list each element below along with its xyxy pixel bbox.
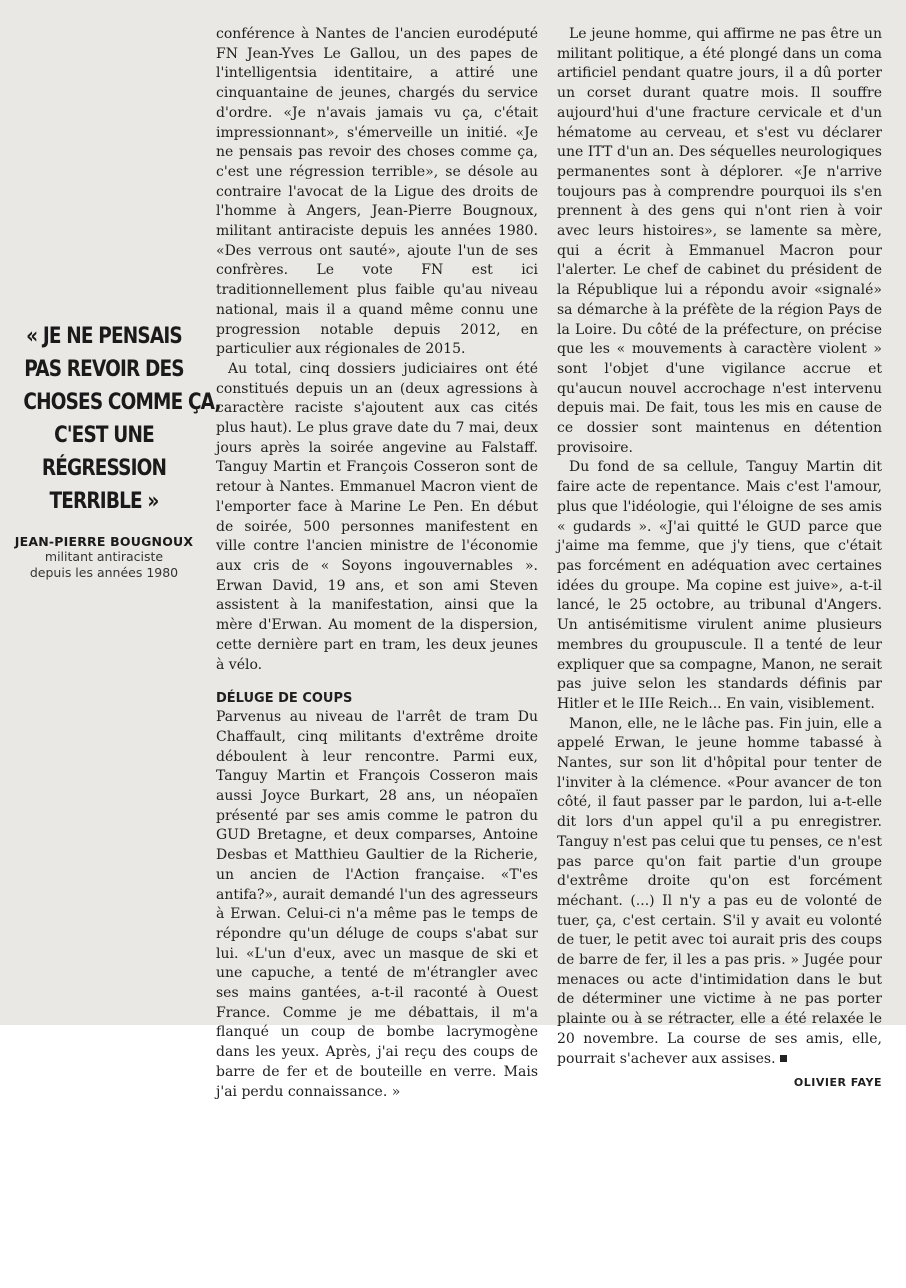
article-column-1 <box>216 25 538 1102</box>
pull-quote-line: « JE NE PENSAIS <box>26 324 182 349</box>
pull-quote-line: TERRIBLE » <box>49 489 159 514</box>
paragraph <box>557 715 882 1070</box>
pull-quote-box <box>8 320 221 581</box>
paragraph: Le jeune homme, qui affirme ne pas être un militant politique, a été plongé dans un coma artificiel pendant quatre jours, il a dû porter un corset durant quatre mois. Il souffre aujourd'hui d'une fracture cervicale et d'un hématome au cerveau, et s'est vu déclarer une ITT d'un an. Des séquelles neurologiques permanentes sont à déplorer. «Je n'arrive toujours pas à comprendre pourquoi ils s'en prennent à des gens qui n'ont rien à voir avec leurs histoires», se lamente sa mère, qui a écrit à Emmanuel Macron pour l'alerter. Le chef de cabinet du président de la République lui a répondu avoir «signalé» sa démarche à la préfète de la région Pays de la Loire. Du côté de la préfecture, on précise que les « mouvements à caractère violent » sont l'objet d'une vigilance accrue et qu'aucun nouvel accrochage n'est intervenu depuis mai. De fait, tous les mis en cause de ce dossier sont maintenus en détention provisoire. <box>557 26 882 456</box>
pull-quote-line: RÉGRESSION <box>41 456 167 481</box>
pull-quote-role: depuis les années 1980 <box>29 565 179 580</box>
end-of-article-mark <box>780 1055 787 1062</box>
pull-quote-role: militant antiraciste <box>44 549 164 564</box>
article-column-2 <box>557 25 882 1093</box>
pull-quote <box>23 320 221 518</box>
paragraph: Du fond de sa cellule, Tanguy Martin dit faire acte de repentance. Mais c'est l'amour, plus que l'idéologie, qui l'éloigne de ses amis « gudards ». «J'ai quitté le GUD parce que j'aime ma femme, que j'y tiens, que c'était pas forcément en adéquation avec certaines idées du groupe. Ma copine est juive», a-t-il lancé, le 25 octobre, au tribunal d'Angers. Un antisémitisme virulent anime plusieurs membres du groupuscule. Il a tenté de leur expliquer que sa compagne, Manon, ne serait pas juive selon les standards définis par Hitler et le IIIe Reich... En vain, visiblement. <box>557 459 882 712</box>
pull-quote-line: CHOSES COMME ÇA, <box>23 390 221 415</box>
paragraph: Parvenus au niveau de l'arrêt de tram Du Chaffault, cinq militants d'extrême droite déboulent à leur rencontre. Parmi eux, Tanguy Martin et François Cosseron mais aussi Joyce Burkart, 28 ans, un néopaïen présenté par ses amis comme le patron du GUD Bretagne, et deux comparses, Antoine Desbas et Matthieu Gaultier de la Richerie, un ancien de l'Action française. «T'es antifa?», aurait demandé l'un des agresseurs à Erwan. Celui-ci n'a même pas le temps de répondre qu'un déluge de coups s'abat sur lui. «L'un d'eux, avec un masque de ski et une capuche, a tenté de m'étrangler avec ses mains gantées, a-t-il raconté à Ouest France. Comme je me débattais, il m'a flanqué un coup de bombe lacrymogène dans les yeux. Après, j'ai reçu des coups de barre de fer et de bouteille en verre. Mais j'ai perdu connaissance. » <box>216 709 538 1100</box>
author-signature: OLIVIER FAYE <box>793 1076 882 1090</box>
pull-quote-line: C'EST UNE <box>54 423 154 448</box>
paragraph: conférence à Nantes de l'ancien eurodéputé FN Jean-Yves Le Gallou, un des papes de l'intelligentsia identitaire, a attiré une cinquantaine de jeunes, chargés du service d'ordre. «Je n'avais jamais vu ça, c'était impressionnant», s'émerveille un initié. «Je ne pensais pas revoir des choses comme ça, c'est une régression terrible», se désole au contraire l'avocat de la Ligue des droits de l'homme à Angers, Jean-Pierre Bougnoux, militant antiraciste depuis les années 1980. «Des verrous ont sauté», ajoute l'un de ses confrères. Le vote FN est ici traditionnellement plus faible qu'au niveau national, mais il a quand même connu une progression notable depuis 2012, en particulier aux régionales de 2015. <box>216 26 538 358</box>
pull-quote-author: JEAN-PIERRE BOUGNOUX <box>14 534 194 549</box>
paragraph: Au total, cinq dossiers judiciaires ont été constitués depuis un an (deux agressions à caractère raciste s'ajoutent aux cas cités plus haut). Le plus grave date du 7 mai, deux jours après la soirée angevine au Falstaff. Tanguy Martin et François Cosseron sont de retour à Nantes. Emmanuel Macron vient de l'emporter face à Marine Le Pen. En début de soirée, 500 personnes manifestent en ville contre l'ancien ministre de l'économie aux cris de « Soyons ingouvernables ». Erwan David, 19 ans, et son ami Steven assistent à la manifestation, ainsi que la mère d'Erwan. Au moment de la dispersion, cette dernière part en tram, les deux jeunes à vélo. <box>216 360 538 673</box>
section-subhead: DÉLUGE DE COUPS <box>216 691 353 707</box>
pull-quote-line: PAS REVOIR DES <box>24 357 184 382</box>
paragraph-text: Manon, elle, ne le lâche pas. Fin juin, elle a appelé Erwan, le jeune homme tabassé à Nantes, sur son lit d'hôpital pour tenter de l'inviter à la clémence. «Pour avancer de ton côté, il faut passer par le pardon, lui a-t-elle dit lors d'un appel qu'il a pu enregistrer. Tanguy n'est pas celui que tu penses, ce n'est pas parce qu'on fait partie d'un groupe d'extrême droite qu'on est forcément méchant. (...) Il n'y a pas eu de volonté de tuer, ça, c'est certain. S'il y avait eu volonté de tuer, le petit avec toi aurait pris des coups de barre de fer, il les a pas pris. » Jugée pour menaces ou acte d'intimidation dans le but de déterminer une victime à ne pas porter plainte ou à se rétracter, elle a été relaxée le 20 novembre. La course de ses amis, elle, pourrait s'achever aux assises. <box>557 715 882 1067</box>
